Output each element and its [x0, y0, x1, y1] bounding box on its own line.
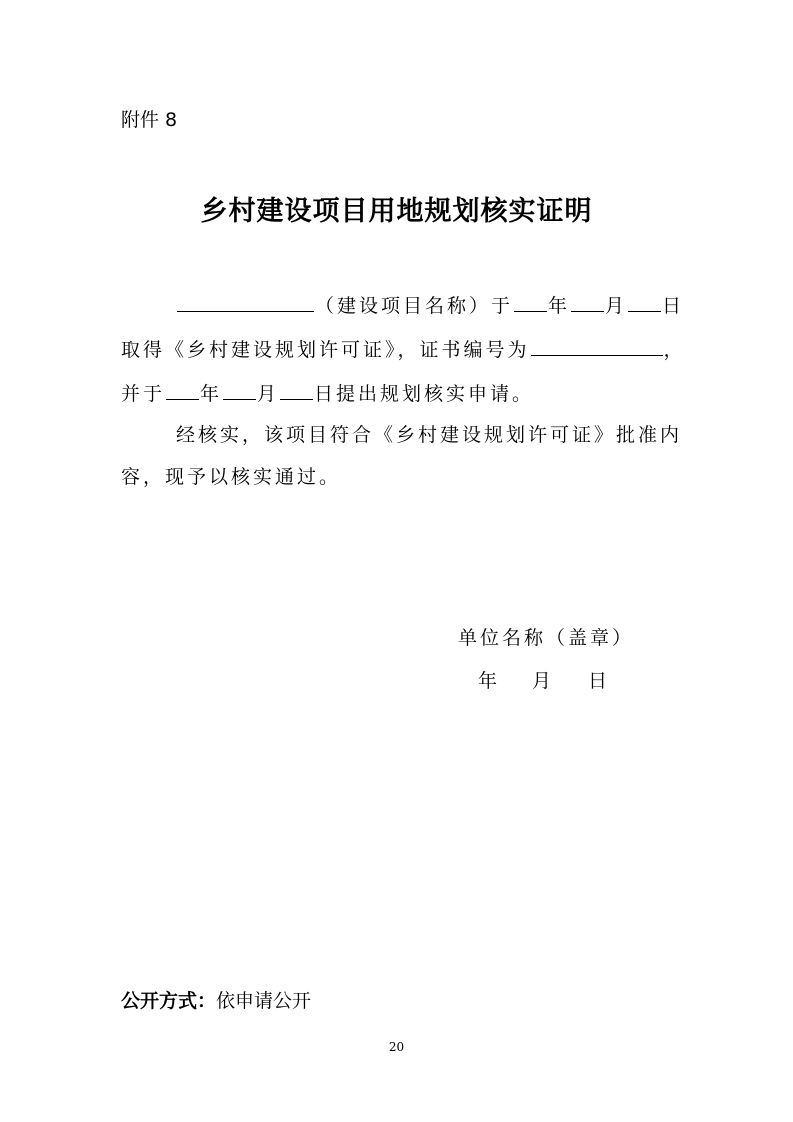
apply-suffix: 日提出规划核实申请。 — [314, 383, 535, 405]
apply-month-blank[interactable] — [223, 379, 256, 400]
page-number: 20 — [388, 1040, 405, 1054]
permit-text: 取得《乡村建设规划许可证》，证书编号为 — [121, 339, 530, 361]
day-label: 日 — [662, 295, 685, 317]
line2-end: ， — [663, 339, 686, 361]
paragraph-line-2 — [121, 335, 686, 363]
certificate-number-blank[interactable] — [531, 335, 663, 356]
apply-year-label: 年 — [200, 383, 223, 405]
apply-day-blank[interactable] — [280, 379, 313, 400]
project-name-hint: （建设项目名称）于 — [315, 295, 514, 317]
attachment-label: 附件 8 — [121, 109, 178, 131]
unit-name-seal: 单位名称（盖章） — [458, 627, 635, 649]
signature-day: 日 — [588, 670, 608, 692]
day-blank[interactable] — [628, 291, 661, 312]
apply-month-label: 月 — [257, 383, 280, 405]
signature-month: 月 — [532, 670, 552, 692]
signature-date — [478, 666, 607, 693]
signature-year: 年 — [478, 670, 498, 692]
month-label: 月 — [605, 295, 628, 317]
month-blank[interactable] — [571, 291, 604, 312]
disclosure-method — [121, 986, 311, 1013]
paragraph-line-3 — [121, 379, 534, 407]
document-title: 乡村建设项目用地规划核实证明 — [200, 196, 593, 227]
year-label: 年 — [548, 295, 571, 317]
paragraph-line-1 — [176, 291, 684, 319]
year-blank[interactable] — [514, 291, 547, 312]
disclosure-value: 依申请公开 — [216, 990, 312, 1012]
disclosure-label: 公开方式： — [121, 990, 217, 1012]
paragraph-line-5: 容，现予以核实通过。 — [121, 466, 342, 488]
paragraph-line-4: 经核实，该项目符合《乡村建设规划许可证》批准内 — [176, 424, 683, 446]
project-name-blank[interactable] — [177, 291, 314, 312]
line3-prefix: 并于 — [121, 383, 166, 405]
apply-year-blank[interactable] — [166, 379, 199, 400]
